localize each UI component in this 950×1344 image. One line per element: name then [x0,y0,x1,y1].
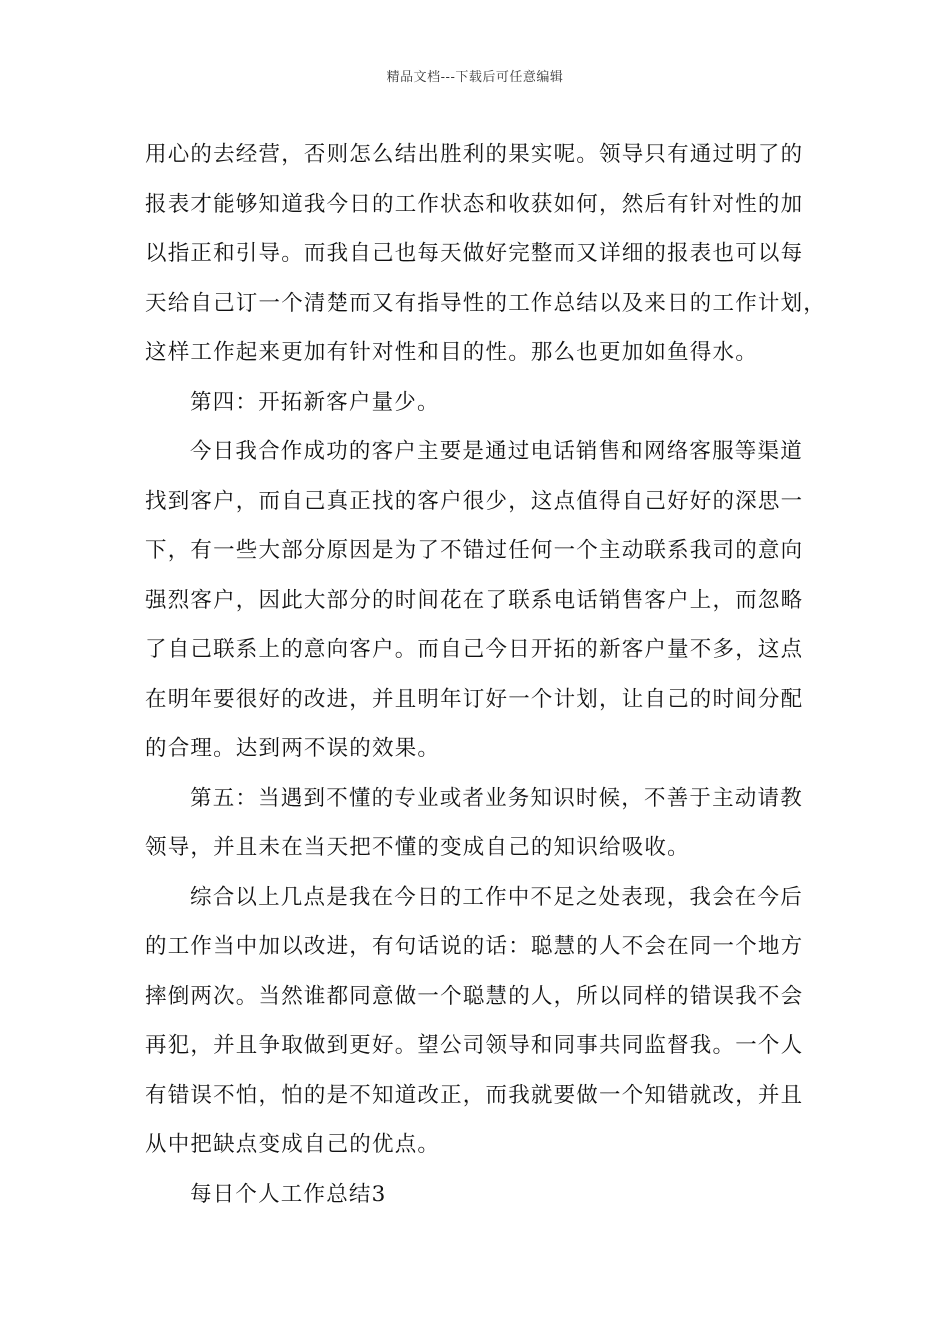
text-line: 用心的去经营，否则怎么结出胜利的果实呢。领导只有通过明了的 [145,142,804,167]
text-line: 摔倒两次。当然谁都同意做一个聪慧的人，所以同样的错误我不会 [145,983,804,1009]
text-line: 天给自己订一个清楚而又有指导性的工作总结以及来日的工作计划， [145,290,827,316]
section-heading: 第四：开拓新客户量少。 [190,389,440,415]
text-line: 领导，并且未在当天把不懂的变成自己的知识给吸收。 [145,835,690,860]
text-line: 今日我合作成功的客户主要是通过电话销售和网络客服等渠道 [190,439,803,464]
text-line: 这样工作起来更加有针对性和目的性。那么也更加如鱼得水。 [145,340,758,365]
paragraph-heading-5 [145,774,809,873]
paragraph-heading-4 [145,378,809,428]
text-line: 第五：当遇到不懂的专业或者业务知识时候，不善于主动请教 [190,785,803,811]
page-header: 精品文档---下载后可任意编辑 [386,70,564,85]
text-line: 强烈客户，因此大部分的时间花在了联系电话销售客户上，而忽略 [145,587,804,613]
text-line: 下，有一些大部分原因是为了不错过任何一个主动联系我司的意向 [145,538,804,563]
paragraph-summary [145,873,809,1170]
text-line: 找到客户，而自己真正找的客户很少，这点值得自己好好的深思一 [145,488,804,514]
text-line: 的合理。达到两不误的效果。 [145,736,441,761]
document-body [145,130,827,1219]
text-line: 的工作当中加以改进，有句话说的话：聪慧的人不会在同一个地方 [145,934,804,959]
paragraph-title-3 [145,1170,809,1220]
text-line: 有错误不怕，怕的是不知道改正，而我就要做一个知错就改，并且 [145,1082,804,1108]
text-line: 从中把缺点变成自己的优点。 [145,1132,441,1157]
text-line: 以指正和引导。而我自己也每天做好完整而又详细的报表也可以每 [145,241,804,266]
text-line: 了自己联系上的意向客户。而自己今日开拓的新客户量不多，这点 [145,637,804,662]
text-line: 再犯，并且争取做到更好。望公司领导和同事共同监督我。一个人 [145,1033,804,1058]
text-line: 在明年要很好的改进，并且明年订好一个计划，让自己的时间分配 [145,686,804,712]
text-line: 综合以上几点是我在今日的工作中不足之处表现，我会在今后 [190,884,803,910]
paragraph-3 [145,427,809,774]
paragraph-1 [145,130,827,378]
section-title: 每日个人工作总结3 [190,1181,387,1207]
text-line: 报表才能够知道我今日的工作状态和收获如何，然后有针对性的加 [145,191,804,217]
